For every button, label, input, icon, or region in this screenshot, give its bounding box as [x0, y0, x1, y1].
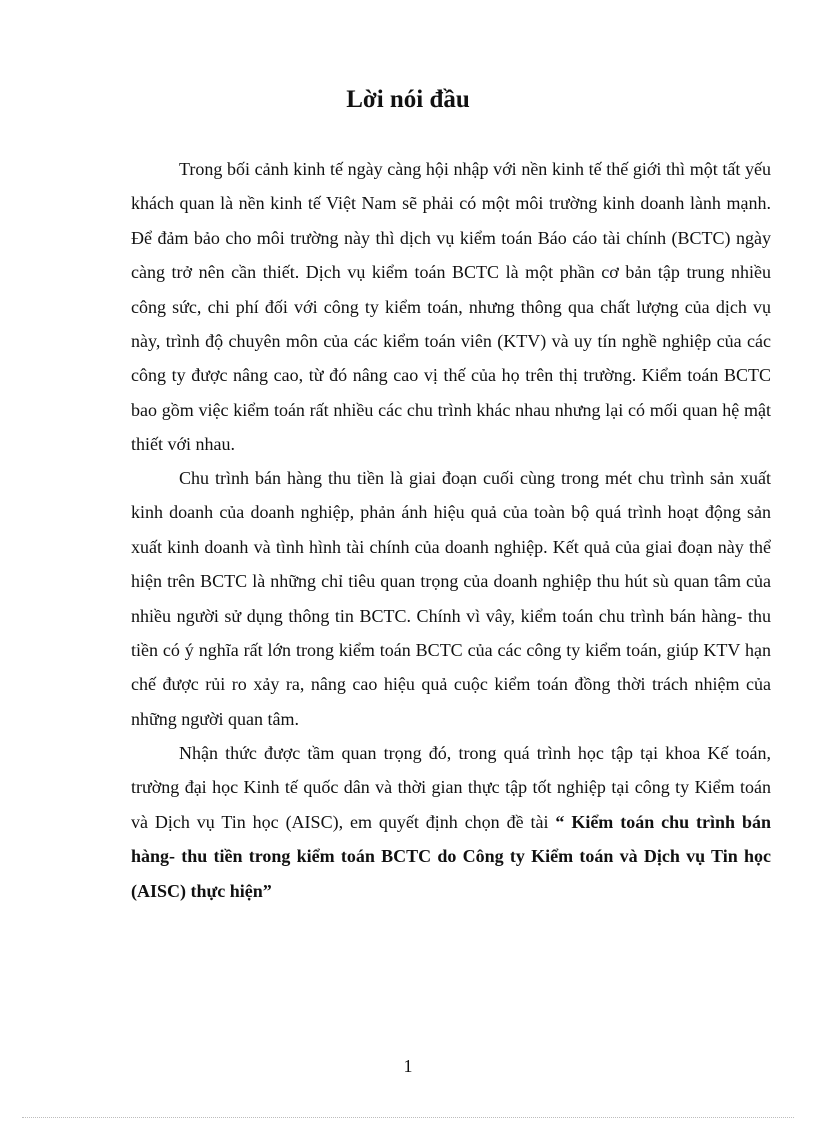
intro-paragraph-2: Chu trình bán hàng thu tiền là giai đoạn cuối cùng trong mét chu trình sản xuất kinh doanh của doanh nghiệp, phản ánh hiệu quả của toàn bộ quá trình hoạt động sản xuất kinh doanh và tình hình tài chính của doanh nghiệp. Kết quả của giai đoạn này thể hiện trên BCTC là những chỉ tiêu quan trọng của doanh nghiệp thu hút sù quan tâm của nhiều người sử dụng thông tin BCTC. Chính vì vây, kiểm toán chu trình bán hàng- thu tiền có ý nghĩa rất lớn trong kiểm toán BCTC của các công ty kiểm toán, giúp KTV hạn chế được rủi ro xảy ra, nâng cao hiệu quả cuộc kiểm toán đồng thời trách nhiệm của những người quan tâm. — [131, 468, 771, 729]
intro-paragraph-1: Trong bối cảnh kinh tế ngày càng hội nhập với nền kinh tế thế giới thì một tất yếu khách quan là nền kinh tế Việt Nam sẽ phải có một môi trường kinh doanh lành mạnh. Để đảm bảo cho môi trường này thì dịch vụ kiểm toán Báo cáo tài chính (BCTC) ngày càng trở nên cần thiết. Dịch vụ kiểm toán BCTC là một phần cơ bản tập trung nhiều công sức, chi phí đối với công ty kiểm toán, nhưng thông qua chất lượng của dịch vụ này, trình độ chuyên môn của các kiểm toán viên (KTV) và uy tín nghề nghiệp của các công ty được nâng cao, từ đó nâng cao vị thế của họ trên thị trường. Kiểm toán BCTC bao gồm việc kiểm toán rất nhiều các chu trình khác nhau nhưng lại có mối quan hệ mật thiết với nhau. — [131, 159, 771, 455]
page-bottom-divider — [22, 1117, 794, 1118]
paragraph-3-lead-text: Nhận thức được tầm quan trọng đó, trong quá trình học tập tại khoa Kế toán, trường đại học Kinh tế quốc dân và thời gian thực tập tốt nghiệp tại công ty Kiểm toán và Dịch vụ Tin học (AISC), em quyết định chọn đề tài — [131, 743, 771, 832]
intro-paragraph-3 — [131, 736, 771, 908]
page-number: 1 — [403, 1056, 413, 1076]
page-title: Lời nói đầu — [346, 86, 470, 113]
thesis-topic-title: “ Kiểm toán chu trình bán hàng- thu tiền trong kiểm toán BCTC do Công ty Kiểm toán và Dịch vụ Tin học (AISC) thực hiện” — [131, 811, 771, 901]
